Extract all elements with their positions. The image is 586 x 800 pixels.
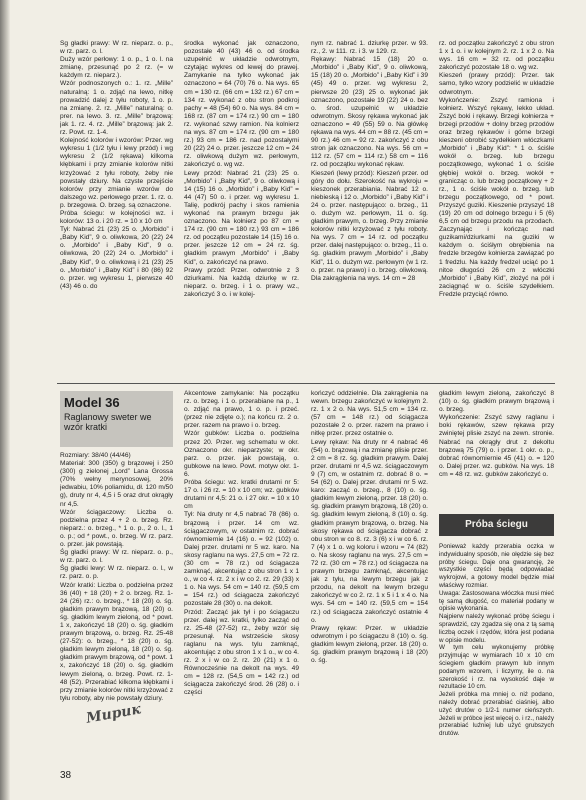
paragraph: Uwaga: Zastosowana włóczka musi mieć tę samą długość, co materiał podany w opisie wykonania. xyxy=(439,589,554,613)
paragraph: kończyć oddzielnie. Dla zakrąglenia na wewn. brzegu zakończyć w kolejnym 2. rz. 1 x 2 o. Na wys. 51,5 cm = 134 rz. (57 cm = 148 rz.) od ściągacza pozostałe 2 o. przer. razem na prawo i nitkę przer. przez ostatnie o. xyxy=(311,390,428,438)
paragraph: Rękawy: Nabrać 15 (18) 20 o. „Morbido” i „Baby Kid”, 9 o. oliwkową, 15 (18) 20 o. „Morbido” i „Baby Kid” i 39 (45) 49 o. przer. wg wykresu 2, pierwsze 20 (23) 25 o. wykonać jak oznaczono, pozostałe 19 (22) 24 o. bez o. środ. uzupełnić w układzie odwrotnym. Skosy rękawa wykonać jak oznaczono = 49 (55) 59 o. Na główkę rękawa na wys. 44 cm = 88 rz. (45 cm = 90 rz.) 46 cm = 92 rz. zakończyć z obu stron jak oznaczono. Na wys. 56 cm = 112 rz. (57 cm = 114 rz.) 58 cm = 116 rz. od początku wykonać rękaw. xyxy=(311,56,428,169)
paragraph: Wzór podnoszonych o.: 1. rz. „Mille” naturalną: 1 o. zdjąć na lewo, nitkę prowadzić dalej z tyłu roboty, 1 o. p. na zmianę. 2. rz. „Mille” naturalną: o. prer. na lewo. 3. rz. „Mille” brązową: jak 1. rz. 4. rz. „Mille” brązową: jak 2. rz. Powt. rz. 1-4. xyxy=(60,80,173,137)
text-column-2 xyxy=(184,40,299,378)
text-column-4 xyxy=(439,40,554,378)
paragraph: Próba ściegu: w kolejności wz. i kolorów: 13 o. i 20 rz. = 10 x 10 cm xyxy=(60,209,173,226)
paragraph: Wykończenie: Zszyć szwy raglanu i boki rękawów, szew rękawa przy zwiniętej plisie zszyć na zewn. stronie. Nabrać na okrągły drut z dekoltu brązową 75 (79) o. i przer. 1 okr. o. p., dobrać równomiernie 45 (41) o. = 120 o. Dalej przer. wz. gubków. Na wys. 18 cm = 48 rz. wz. gubków zakończyć o. xyxy=(439,414,554,478)
paragraph: Prawy rękaw: Przer. w układzie odwrotnym i po ściągaczu 8 (10) o. śg. gładkim lewym zieloną, przer. 18 (20) o. śg. gładkim prawym brązową i 18 (20) o. śg. xyxy=(311,624,428,665)
model-title: Raglanowy sweter we wzór kratki xyxy=(64,412,152,432)
paragraph: Duży wzór perłowy: 1 o. p., 1 o. l. na zmianę, przesunąć po 2 rz. (= w każdym rz. nieparz.). xyxy=(60,56,173,80)
paragraph: Lewy rękaw: Na druty nr 4 nabrać 46 (54) o. brązową i na zmianę plisie przer. 2 cm = 8 rz. śg. gładkim prawym. Dalej przer. drutami nr 4,5 wz. ściągaczowym 9 (7) cm, w ostatnim rz. dobrać 8 o. = 54 (62) o. Dalej przer. drutami nr 5 wz. karo: zacząć o. brzeg., 8 (10) o. śg. gładkim lewym zieloną, przer. 18 (20) o. śg. gładkim prawym brązową, 18 (20) o. śg. gładkim lewym zieloną, 8 (10) o. śg. gładkim prawym brązową, o. brzeg. Na skosy rękawa od ściągacza dobrać z obu stron w co 8. rz. 3 (6) x i w co 6. rz. 7 (4) x 1 o. wg koloru i wzoru = 74 (82) o. Na skosy raglanu na wys. 27,5 cm = 72 rz. (30 cm = 78 rz.) od ściągacza na prawym brzegu zamknąć, akcentując jak z tyłu, na lewym brzegu jak z przodu, na dekolt na lewym brzegu zakończyć w co 2. rz. 1 x 5 i 1 x 4 o. Na wys. 54 cm = 140 rz. (59,5 cm = 154 rz.) od ściągacza zakończyć ostatnie 4 o. xyxy=(311,438,428,624)
handwritten-signature: Мирик xyxy=(85,701,143,727)
paragraph: Akcentowe zamykanie: Na początku rz. o. brzeg. i 1 o. przerabiane na p., 1 o. zdjąć na prawo, 1 o. p. i przeć. (przez nie zdjęte o.); na końcu rz. 2 o. przer. razem na prawo i o. brzeg. xyxy=(184,390,299,430)
text-column-3 xyxy=(311,40,428,378)
section-divider xyxy=(57,383,555,384)
paragraph: Wzór ściągaczowy: Liczba o. podzielna przez 4 + 2 o. brzeg. Rz. nieparz.: o. brzeg., * 1 o. p., 2 o. l., 1 o. p.; od * powt., o. brzeg. W rz. parz. o. przer. jak powstają. xyxy=(60,508,173,549)
paragraph: Próba ściegu: wz. kratki drutami nr 5: 17 o. i 26 rz. = 10 x 10 cm; wz. gubków drutami nr 4,5: 21 o. i 27 okr. = 10 x 10 cm xyxy=(184,479,299,511)
paragraph: Kieszeń (lewy przód): Kieszeń przer. od góry do dołu. Szerokość na wykroju = kieszonek przerabiania. Nabrać 12 o. niebieską i 12 o. „Morbido” i „Baby Kid” i 24 o. przer. następująco: o. brzeg., 11 o. dużym wz. perłowym, 11 o. śg. gładkim prawym, o. brzeg. Przy zmianie kolorów nitki krzyżować z tyłu roboty. Na wys. 7 cm = 14 rz. od początku przer. dalej następująco: o. brzeg., 11 o. śg. gładkim prawym „Morbido” i „Baby Kid”, 11 o. dużym wz. perłowym (w 1 rz. o. przer. na prawo) i o. brzeg. oliwkową. Dla zakrąglenia na wys. 14 cm = 28 xyxy=(311,169,428,282)
gauge-box-text xyxy=(439,543,554,743)
model-36-column-2 xyxy=(184,390,299,762)
page-binding-shadow xyxy=(0,0,10,800)
page-number: 38 xyxy=(60,770,72,781)
paragraph: nym rz. nabrać 1. dziurkę przer. w 93. rz., 2. w 111. rz. i 3. w 129. rz. xyxy=(311,40,428,56)
paragraph: Śg gładki lewy: W rz. nieparz. o. l., w rz. parz. o. p. xyxy=(60,565,173,581)
paragraph: Jeżeli próbka ma mniej o. niż podano, należy dobrać przerabiać ciaśniej, albo użyć drutów o 1/2-1 numer cieńszych. Jeżeli w próbce jest więcej o. i rz., należy przerabiać luźniej lub użyć grubszych drutów. xyxy=(439,691,554,738)
paragraph: Tył: Na druty nr 4,5 nabrać 78 (86) o. brązową i przer. 14 cm wz. ściągaczowym, w ostatnim rz. dobrać równomiernie 14 (16) o. = 92 (102) o. Dalej przer. drutami nr 5 wz. karo. Na skosy raglanu na wys. 27,5 cm = 72 rz. (30 cm = 78 rz.) od ściągacza zamknąć, akcentując z obu stron 1 x 1 o., w co 4. rz. 2 x i w co 2. rz. 29 (33) x 1 o. Na wys. 54 cm = 140 rz. (59,5 cm = 154 rz.) od ściągacza zakończyć pozostałe 28 (30) o. na dekolt. xyxy=(184,511,299,608)
model-36-column-4 xyxy=(439,390,554,510)
paragraph: gładkim lewym zieloną, zakończyć 8 (10) o. śg. gładkim prawym brązową i o. brzeg. xyxy=(439,390,554,414)
paragraph: Wzór kratki: Liczba o. podzielna przez 36 (40) + 18 (20) + 2 o. brzeg. Rz. 1-24 (26) rz.: o. brzeg., * 18 (20) o. śg. gładkim prawym brązową, 18 (20) o. śg. gładkim lewym zieloną, od * powt. 1 x, zakończyć 18 (20) o. śg. gładkim prawym brązową, o. brzeg. Rz. 25-48 (27-52): o. brzeg., * 18 (20) o. śg. gładkim lewym zieloną, 18 (20) o. śg. gładkim prawym brązową, od * powt. 1 x, zakończyć 18 (20) o. śg. gładkim lewym zieloną, o. brzeg. Powt. rz. 1-48 (52). Przerabiać kilkoma kłębkami i przy zmianie kolorów nitki krzyżować z tyłu roboty, aby nie powstały dziury. xyxy=(60,581,173,702)
paragraph: Tył: Nabrać 21 (23) 25 o. „Morbido” i „Baby Kid”, 9 o. oliwkowa, 20 (22) 24 o. „Morbido” i „Baby Kid”, 9 o. oliwkowa, 20 (22) 24 o. „Morbido” i „Baby Kid”, 9 o. oliwkową i 21 (23) 25 o. „Morbido” i „Baby Kid” i 80 (86) 92 o. przer. wg wykresu 1, pierwsze 40 (43) 46 o. do xyxy=(60,226,173,290)
paragraph: środka wykonać jak oznaczono, pozostałe 40 (43) 46 o. od środka uzupełnić w układzie odwrotnym, czytając wykres od lewej do prawej. Zamykanie na tylko wykonać jak oznaczono = 64 (70) 76 o. Na wys. 65 cm = 130 rz. (66 cm = 132 rz.) 67 cm = 134 rz. wykonać z obu stron podkroj pachy = 48 (54) 60 o. Na wys. 84 cm = 168 rz. (87 cm = 174 rz.) 90 cm = 180 rz. wykonać szwy ramion. Na kolnierz na wys. 87 cm = 174 rz. (90 cm = 180 rz.) 93 cm = 186 rz. nad pozostałymi 20 (22) 24 o. przer. jeszcze 12 cm = 24 rz. oliwkową dużym wz. perłowym, zakończyć o. wg wz. xyxy=(184,40,299,169)
paragraph: Ponieważ każdy przerabia oczka w indywidualny sposób, nie ołędzie się bez próby ściegu. Daje ona gwarancję, że wszystkie części będą odpowiadać wykrojowi, a gotowy model będzie miał właściwy rozmiar. xyxy=(439,543,554,589)
paragraph: Materiał: 300 (350) g brązowej i 250 (300) g zielonej „Lord” Lana Grossa (70% wełny merynosowej, 20% jedwabiu, 10% poliamidu, dł. 120 m/50 g), druty nr 4, 4,5 i 5 oraz drut okrągły nr 4,5. xyxy=(60,460,173,508)
model-header-box xyxy=(60,391,173,447)
paragraph: Przód: Zacząć jak tył i po ściągaczu przer. dalej wz. kratki, tylko zacząć od rz. 25-48 (27-52) rz., żeby wzór się przesunął. Na wstrzeście skosy raglanu na wys. tylu zamknąć, akcentując z obu stron 1 x 1 o., w co 4. rz. 2 x i w co 2. rz. 20 (21) x 1 o. Równocześnie na dekolt na wys. 49 cm = 128 rz. (54,5 cm = 142 rz.) od ściągacza zakończyć środ. 26 (28) o. i części xyxy=(184,608,299,697)
gauge-box-title: Próba ściegu xyxy=(439,514,554,536)
paragraph: Wykończenie: Zszyć ramiona i kołnierz. Wszyć rękawy, lekko układ. Zszyć boki i rękawy. Brzegi kołnierza + brzegi przodów + dolny brzeg przodów oraz brzeg rękawów i górne brzegi kieszeni obrobić szydełkiem włóczkami „Morbido” i „Baby Kid”: * 1 o. ściśle wokół o. brzeg. lub brzegu początkowego, wykonać 1 o. ściśle głębiej wokół o. brzeg. wokół + granicząc o. lub brzeg początkowy + 2 rz., 1 o. ściśle wokół o. brzeg. lub brzegu początkowego, od * powt. Przyszyć guziki. Kieszenie przyszyć 18 (19) 20 cm od dolnego brzegu i 5 (6) 6,5 cm od brzegu przodu na przodach. Zaczynając i kończąc nad guzikami/dziurkami na guziki w każdym o. ściśłym obrębienia na fredzle brzegów kołnierza zawiązać po 1 fredzlu. Na każdy fredzel uciąć po 1 nitce długości 26 cm z włóczki „Morbido” i „Baby Kid”, złożyć na pół i zaciągnąć w o. ściśle szydełkiem. Fredzle przyciąć równo. xyxy=(439,96,554,298)
paragraph: Kolejność kolorów i wzorów: Przer. wg wykresu 1 (1/2 tyłu i lewy przód) i wg wykresu 2 (1/2 rękawa) kilkoma kłębkami i przy zmianie kolorów nitki krzyżować z tyłu roboty, żeby nie powstały dziury. Na czyste przejście kolorów przy zmianie wzorów do dalszego wz. perłowego przer. 1. rz. o. p. brzegowa. O. brzeg. są oznaczone. xyxy=(60,137,173,209)
paragraph: rz. od początku zakończyć z obu stron 1 x 1 o. i w kolejnym 2. rz. 1 x 2 o. Na wys. 16 cm = 32 rz. od początku zakończyć pozostałe 18 o. wg wz. xyxy=(439,40,554,72)
paragraph: Najpierw należy wykonać próbę ściegu i sprawdzić, czy zgadza się ona z tą samą liczbą oczek i rzędów, która jest podana w opisie modelu. xyxy=(439,613,554,644)
text-column-1 xyxy=(60,40,173,378)
paragraph: Śg gładki prawy: W rz. nieparz. o. p., w rz. parz. o. l. xyxy=(60,40,173,56)
paragraph: Wzór gubków: Liczba o. podzielna przez 20. Przer. wg schematu w okr. Oznaczono okr. nieparzyste; w okr. parz. o. przer. jak powstają, o. gubkowe na lewo. Powt. motyw okr. 1-6. xyxy=(184,430,299,478)
model-36-column-3 xyxy=(311,390,428,762)
paragraph: W tym celu wykonujemy próbkę przyjmując w wymiarach 10 x 10 cm ściegiem gładkim prawym lub innym podanym wzorem, i liczymy, ile o. na szerokość i rz. na wysokość daje w rezultacie 10 cm. xyxy=(439,644,554,691)
paragraph: Lewy przód: Nabrać 21 (23) 25 o. „Morbido” i „Baby Kid”, 9 o. oliwkową i 14 (15) 16 o. „Morbido” i „Baby Kid” = 44 (47) 50 o. i przer. wg wykresu 1. Talię, podkrój pachy i skos ramienia wykonać na prawym brzegu jak oznaczono. Na kołnierz po 87 cm = 174 rz. (90 cm = 180 rz.) 93 cm = 186 rz. od początku pozostałe 14 (15) 16 o. przer. jeszcze 12 cm = 24 rz. śg. gładkim prawym „Morbido” i „Baby Kid”, o. zakończyć na prawo. xyxy=(184,169,299,266)
paragraph: Śg gładki prawy: W rz. nieparz. o. p., w rz. parz. o. l. xyxy=(60,549,173,565)
paragraph: Rozmiary: 38/40 (44/46) xyxy=(60,452,131,459)
paragraph: Kieszeń (prawy przód): Przer. tak samo, tylko wzory podzielić w układzie odwrotnym. xyxy=(439,72,554,96)
model-number: Model 36 xyxy=(64,395,120,410)
paragraph: Prawy przód: Przer. odwrotnie z 3 dziurkami. Na każdą dziurkę w rz. nieparz. o. brzeg. i 1 o. prawy wz., zakończyć 3 o. i w kolej- xyxy=(184,266,299,298)
